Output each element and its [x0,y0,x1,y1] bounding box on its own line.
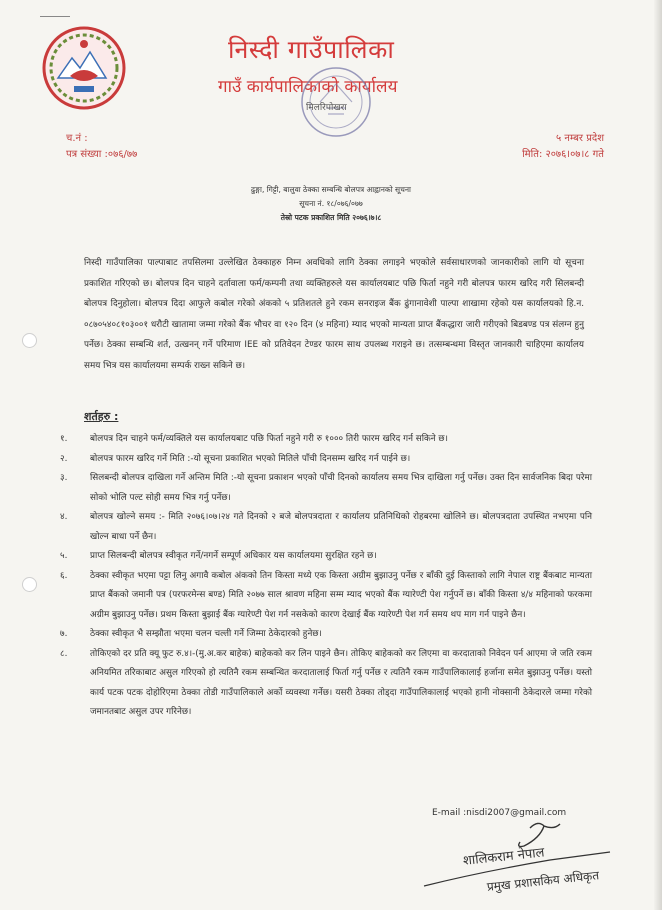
condition-item [60,508,592,547]
condition-number: १. [60,434,68,444]
notice-title: ढुङ्गा, गिट्टी, बालुवा ठेक्का सम्बन्धि बोलपत्र आह्वानको सूचना [251,185,411,194]
condition-number: ३. [60,473,68,483]
letter-date: मिति: २०७६।०७।८ गते [522,149,604,160]
signer-name: शालिकराम नेपाल [462,845,546,869]
nepal-emblem-logo [40,24,128,112]
page-edge [654,0,662,910]
condition-item [60,645,592,723]
office-name: गाउँ कार्यपालिकाको कार्यालय [218,77,398,97]
condition-text: बोलपत्र फारम खरिद गर्ने मिति :-यो सूचना प्रकाशित भएको मितिले पाँची दिनसम्म खरिद गर्न पाईने छ। [90,453,411,464]
condition-number: ६. [60,570,68,581]
condition-item [60,430,592,450]
condition-text: ठेक्का स्वीकृत भएमा पट्टा लिनु अगावै कबोल अंकको तिन किस्ता मध्ये एक किस्ता अग्रीम बुझाउनु पर्नेछ र बाँकी दुई किस्ताको लागि नेपाल राष्ट्र बैंकबाट मान्यता प्राप्त बैंकको जमानी पत्र (परफरमेन्स बण्ड) मिति २०७७ साल श्रावण महिना सम्म म्याद भएको बैंक ग्यारेण्टी पेश गर्नुपर्ने छ। बाँकी किस्ता ४/४ महिनाको फरकमा अग्रीम बुझाउनु पर्नेछ। प्रथम किस्ता बुझाई बैंक ग्यारेण्टी पेश गर्न नसकेको कारण देखाई बैंक ग्यारेण्टी पेश गर्न समय थप माग गर्न पाइने छैन। [90,570,592,620]
cha-number: च.नं : [66,133,88,144]
condition-item [60,625,592,645]
condition-number: ७. [60,629,68,639]
publish-date: तेस्रो पटक प्रकाशित मिति २०७६।७।८ [280,213,382,222]
condition-number: ८. [60,648,68,659]
condition-item [60,469,592,508]
top-mark [40,16,70,17]
province-label: ५ नम्बर प्रदेश [556,133,604,144]
punch-hole [22,333,37,348]
condition-text: ठेक्का स्वीकृत भै सम्झौता भएमा चलन चल्ती गर्ने जिम्मा ठेकेदारको हुनेछ। [90,629,322,639]
condition-text: बोलपत्र दिन चाहने फर्म/व्यक्तिले यस कार्यालयबाट पछि फिर्ता नहुने गरी रु १००० तिरी फारम खरिद गर्न सकिने छ। [90,434,448,444]
condition-item [60,450,592,470]
conditions-heading: शर्तहरु : [84,410,119,423]
condition-number: २. [60,453,68,464]
condition-text: सिलबन्दी बोलपत्र दाखिला गर्ने अन्तिम मिति :-यो सूचना प्रकाशन भएको पाँची दिनको कार्यालय समय भित्र दाखिला गर्नु पर्नेछ। उक्त दिन सार्वजनिक बिदा परेमा सोको भोलि पल्ट सोही समय भित्र गर्नु पर्नेछ। [90,473,592,503]
notice-number: सूचना नं. १८/०७६/०७७ [299,199,363,208]
condition-text: बोलपत्र खोल्ने समय :- मिति २०७६।०७।२४ गते दिनको २ बजे बोलपत्रदाता र कार्यालय प्रतिनिधिको रोहबरमा खोलिने छ। बोलपत्रदाता उपस्थित नभएमा पनि खोल्न बाधा पर्ने छैन। [90,512,592,542]
body-paragraph: निस्दी गाउँपालिका पाल्पाबाट तपसिलमा उल्लेखित ठेक्काहरु निम्न अवधिको लागि ठेक्का लगाइने भएकोले सर्वसाधारणको जानकारीको लागि यो सूचना प्रकाशित गरिएको छ। बोलपत्र दिन चाहने दर्तावाला फर्म/कम्पनी तथा व्यक्तिहरुले यस कार्यालयबाट पछि फिर्ता नहुने गरी बोलपत्र फारम खरिद गरी सिलबन्दी बोलपत्र दिनुहोला। बोलपत्र दिदा आफुले कबोल गरेको अंकको ५ प्रतिशतले हुने रकम सनराइज बैंक ढुंगानावेशी पाल्पा शाखामा रहेको यस कार्यालयको हि.न. ०८७०५४०८१०३००१ धरौटी खातामा जम्मा गरेको बैंक भौचर वा १२० दिन (४ महिना) म्याद भएको मान्यता प्राप्त बैंकद्धारा जारी गरीएको बिडबण्ड पत्र संलग्न हुनु पर्नेछ। ठेक्का सम्बन्धि शर्त, उत्खनन् गर्ने परिमाण IEE को प्रतिवेदन टेण्डर फारम साथ उपलब्ध गराइने छ। तत्सम्बन्धमा विस्तृत जानकारी चाहिएमा कार्यालय समय भित्र यस कार्यालयमा सम्पर्क राख्न सकिने छ। [84,258,584,371]
office-address: मिलरिपोखरा [306,103,347,113]
condition-text: प्राप्त सिलबन्दी बोलपत्र स्वीकृत गर्ने/नगर्ने सम्पूर्ण अधिकार यस कार्यालयमा सुरक्षित रहने छ। [90,551,377,561]
condition-text: तोकिएको दर प्रति क्यू फुट रु.४।-(मु.अ.कर बाहेक) बाहेकको कर लिन पाइने छैन। तोकिए बाहेकको कर लिएमा वा करदाताको निवेदन पर्न आएमा जे जति रकम अनियमित तरिकाबाट असुल गरिएको हो त्यतिनै रकम सम्बन्धित करदातालाई फिर्ता गर्नु पर्नेछ र त्यतिनै रकम गाउँपालिकालाई हर्जाना समेत बुझाउनु पर्नेछ। यस्तो कार्य पटक पटक दोहोरिएमा ठेक्का तोडी गाउँपालिकाले अर्को व्यवस्था गर्नेछ। यसरी ठेक्का तोड्दा गाउँपालिकालाई भएको हानी नोक्सानी ठेकेदारले जम्मा गरेको जमानतबाट असुल उपर गरिनेछ। [90,648,592,717]
organization-name: निस्दी गाउँपालिका [228,35,395,64]
condition-item [60,567,592,626]
condition-number: ५. [60,551,68,561]
letter-number: पत्र संख्या :०७६/७७ [66,149,138,160]
conditions-list [60,430,592,723]
punch-hole [22,577,37,592]
condition-number: ४. [60,512,68,522]
contact-email: E-mail :nisdi2007@gmail.com [432,808,567,818]
signer-position: प्रमुख प्रशासकिय अधिकृत [486,868,600,894]
condition-item [60,547,592,567]
